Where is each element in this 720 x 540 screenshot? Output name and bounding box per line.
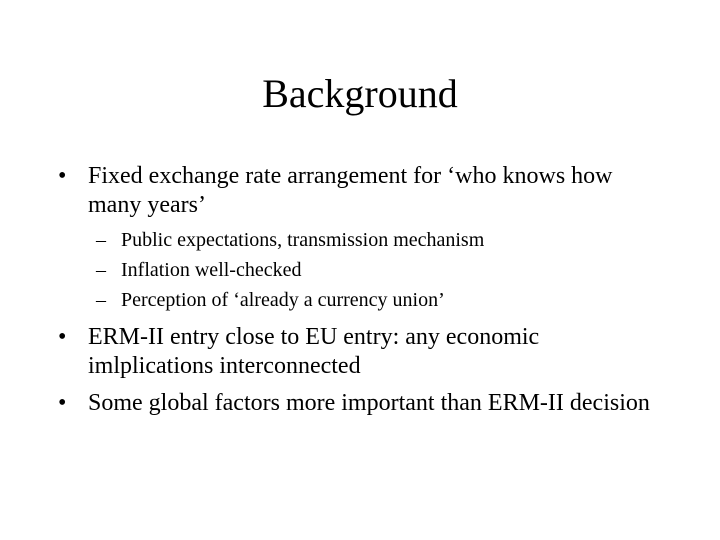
bullet-marker: • xyxy=(58,390,67,416)
sub-bullet-text: Public expectations, transmission mechanism xyxy=(121,229,485,251)
bullet-item xyxy=(58,323,668,381)
sub-bullet-marker: – xyxy=(96,289,106,311)
bullet-marker: • xyxy=(58,324,67,350)
bullet-item xyxy=(58,389,668,418)
sub-bullet-item xyxy=(96,228,656,252)
bullet-text: Fixed exchange rate arrangement for ‘who knows how many years’ xyxy=(88,163,613,218)
bullet-item xyxy=(58,162,668,220)
bullet-marker: • xyxy=(58,163,67,189)
bullet-text: Some global factors more important than ERM-II decision xyxy=(88,390,650,416)
sub-bullet-marker: – xyxy=(96,259,106,281)
bullet-text: ERM-II entry close to EU entry: any economic imlplications interconnected xyxy=(88,324,540,379)
slide-title: Background xyxy=(262,71,458,116)
sub-bullet-item xyxy=(96,258,656,282)
sub-bullet-marker: – xyxy=(96,229,106,251)
sub-bullet-item xyxy=(96,288,656,312)
sub-bullet-text: Perception of ‘already a currency union’ xyxy=(121,289,445,311)
sub-bullet-text: Inflation well-checked xyxy=(121,259,302,281)
